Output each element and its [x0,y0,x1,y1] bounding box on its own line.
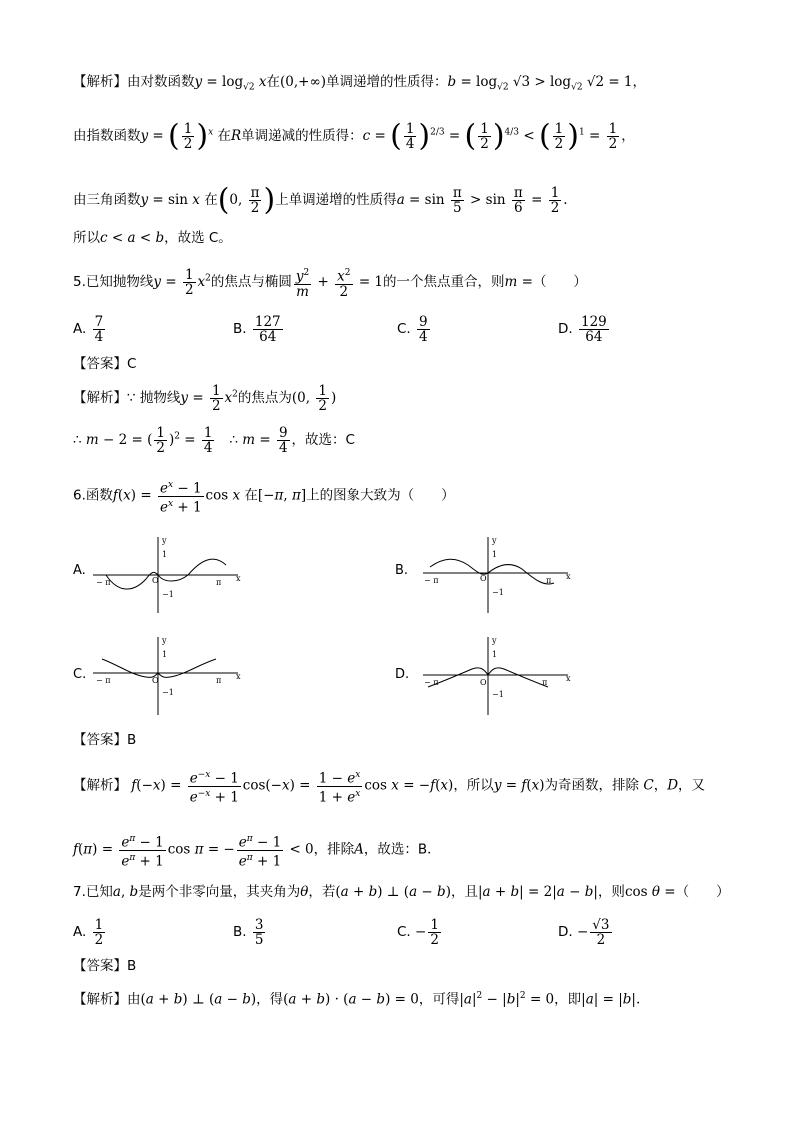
svg-text:−1: −1 [162,590,174,599]
q6-answer: 【答案】B [73,732,137,748]
svg-text:π: π [546,576,552,585]
svg-text:x: x [566,572,571,581]
q7-option-d: D. − $\frac{√3}{2}$ [558,917,610,948]
q6-option-a-label: A. [73,563,86,578]
q7-stem: 7.已知a, b是两个非零向量，其夹角为θ，若(a + b) ⊥ (a − b)，且|a + b| = 2|a − b|，则cos θ =（ ） [73,884,730,900]
q6-graph-d [418,635,578,717]
q7-option-c: C. − $\frac{1}{2}$ [397,917,439,948]
q6-analysis-line2: f(π) = $\frac{e^\pi - 1}{e^\pi + 1}$ cos π = − $\frac{e^\pi - 1}{e^\pi + 1}$ < 0，排除A，故选：B． [73,834,441,869]
q5-answer: 【答案】C [73,356,137,372]
q5-stem: 5.已知抛物线y = $\frac{1}{2}$ $x^2$的焦点与椭圆 $\frac{y^2}{m}$ + $\frac{x^2}{2}$ = 1的一个焦点重合，则m =（ ） [73,266,587,300]
q6-graph-b [418,535,578,615]
svg-text:y: y [162,536,167,545]
svg-text:1: 1 [492,550,498,559]
svg-text:x: x [236,672,241,681]
q6-option-b-label: B. [395,563,409,578]
q7-answer: 【答案】B [73,958,137,974]
svg-text:y: y [492,636,497,645]
q6-graph-c [88,635,248,717]
q5-option-b: B. $\frac{127}{64}$ [233,314,281,345]
svg-text:O: O [152,576,159,585]
svg-text:π: π [216,578,222,587]
svg-text:−1: −1 [492,690,504,699]
q6-stem: 6.函数f(x) = $\frac{e^x - 1}{e^x + 1}$ cos x 在[−π, π]上的图象大致为（ ） [73,480,455,515]
svg-text:− π: − π [96,676,111,685]
q4-analysis-line3: 由三角函数y = sin x 在(0, $\frac{\pi}{2}$ )上单调递增的性质得a = sin $\frac{\pi}{5}$ > sin $\frac{\pi}{6}$ = $\frac{1}{2}$ . [73,182,568,218]
q6-graph-a [88,535,248,615]
svg-text:O: O [152,676,159,685]
svg-text:− π: − π [424,576,439,585]
svg-text:O: O [480,678,487,687]
q7-analysis-line1: 【解析】由(a + b) ⊥ (a − b)，得(a + b) · (a − b) = 0，可得$|a|^2 - |b|^2 = 0$，即|a| = |b|. [73,991,641,1008]
q7-option-a: A. $\frac{1}{2}$ [73,917,104,948]
q5-analysis-line1: 【解析】∵ 抛物线y = $\frac{1}{2}$ $x^2$的焦点为(0, $\frac{1}{2}$ ) [73,383,337,414]
svg-text:− π: − π [424,678,439,687]
q4-analysis-line4: 所以c < a < b，故选 C。 [73,230,232,246]
q6-option-c-label: C. [73,667,87,682]
svg-text:π: π [542,678,548,687]
svg-text:O: O [480,574,487,583]
svg-text:− π: − π [96,578,111,587]
svg-text:1: 1 [162,650,168,659]
svg-text:1: 1 [162,550,168,559]
svg-text:−1: −1 [492,588,504,597]
analysis-tag: 【解析】 [73,74,127,90]
svg-text:x: x [236,574,241,583]
q7-option-b: B. $\frac{3}{5}$ [233,917,264,948]
svg-text:1: 1 [492,650,498,659]
svg-text:π: π [216,676,222,685]
svg-text:x: x [566,674,571,683]
q4-analysis-line1: 【解析】由对数函数$y = \log_{√2} x$在(0,+∞)单调递增的性质得：$b = \log_{√2} √3 > \log_{√2} √2 = 1$， [73,74,647,93]
svg-text:y: y [162,636,167,645]
q4-analysis-line2: 由指数函数y = ( $\frac{1}{2}$ )$^x$ 在R单调递减的性质得：c = ( $\frac{1}{4}$ )$^{2/3}$ = ( $\frac{1}{2}$ )$^{4/3}$ < ( $\frac{1}{2}$ )$^1$ = $\frac{1}{2}$ ， [73,118,635,154]
q5-option-c: C. $\frac{9}{4}$ [397,314,428,345]
q5-option-d: D. $\frac{129}{64}$ [558,314,607,345]
svg-text:−1: −1 [162,688,174,697]
q5-option-a: A. $\frac{7}{4}$ [73,314,104,345]
q6-option-d-label: D. [395,667,410,682]
svg-text:y: y [492,536,497,545]
q6-analysis-line1: 【解析】 f(−x) = $\frac{e^{-x} - 1}{e^{-x} + 1}$ cos(−x) = $\frac{1 - e^x}{1 + e^x}$ cos x = −f(x)，所以y = f(x)为奇函数，排除 C，D，又 [73,770,706,805]
q5-analysis-line2: ∴ m − 2 = ( $\frac{1}{2}$ )$^2$ = $\frac{1}{4}$ ∴ m = $\frac{9}{4}$ ，故选：C [73,425,355,456]
